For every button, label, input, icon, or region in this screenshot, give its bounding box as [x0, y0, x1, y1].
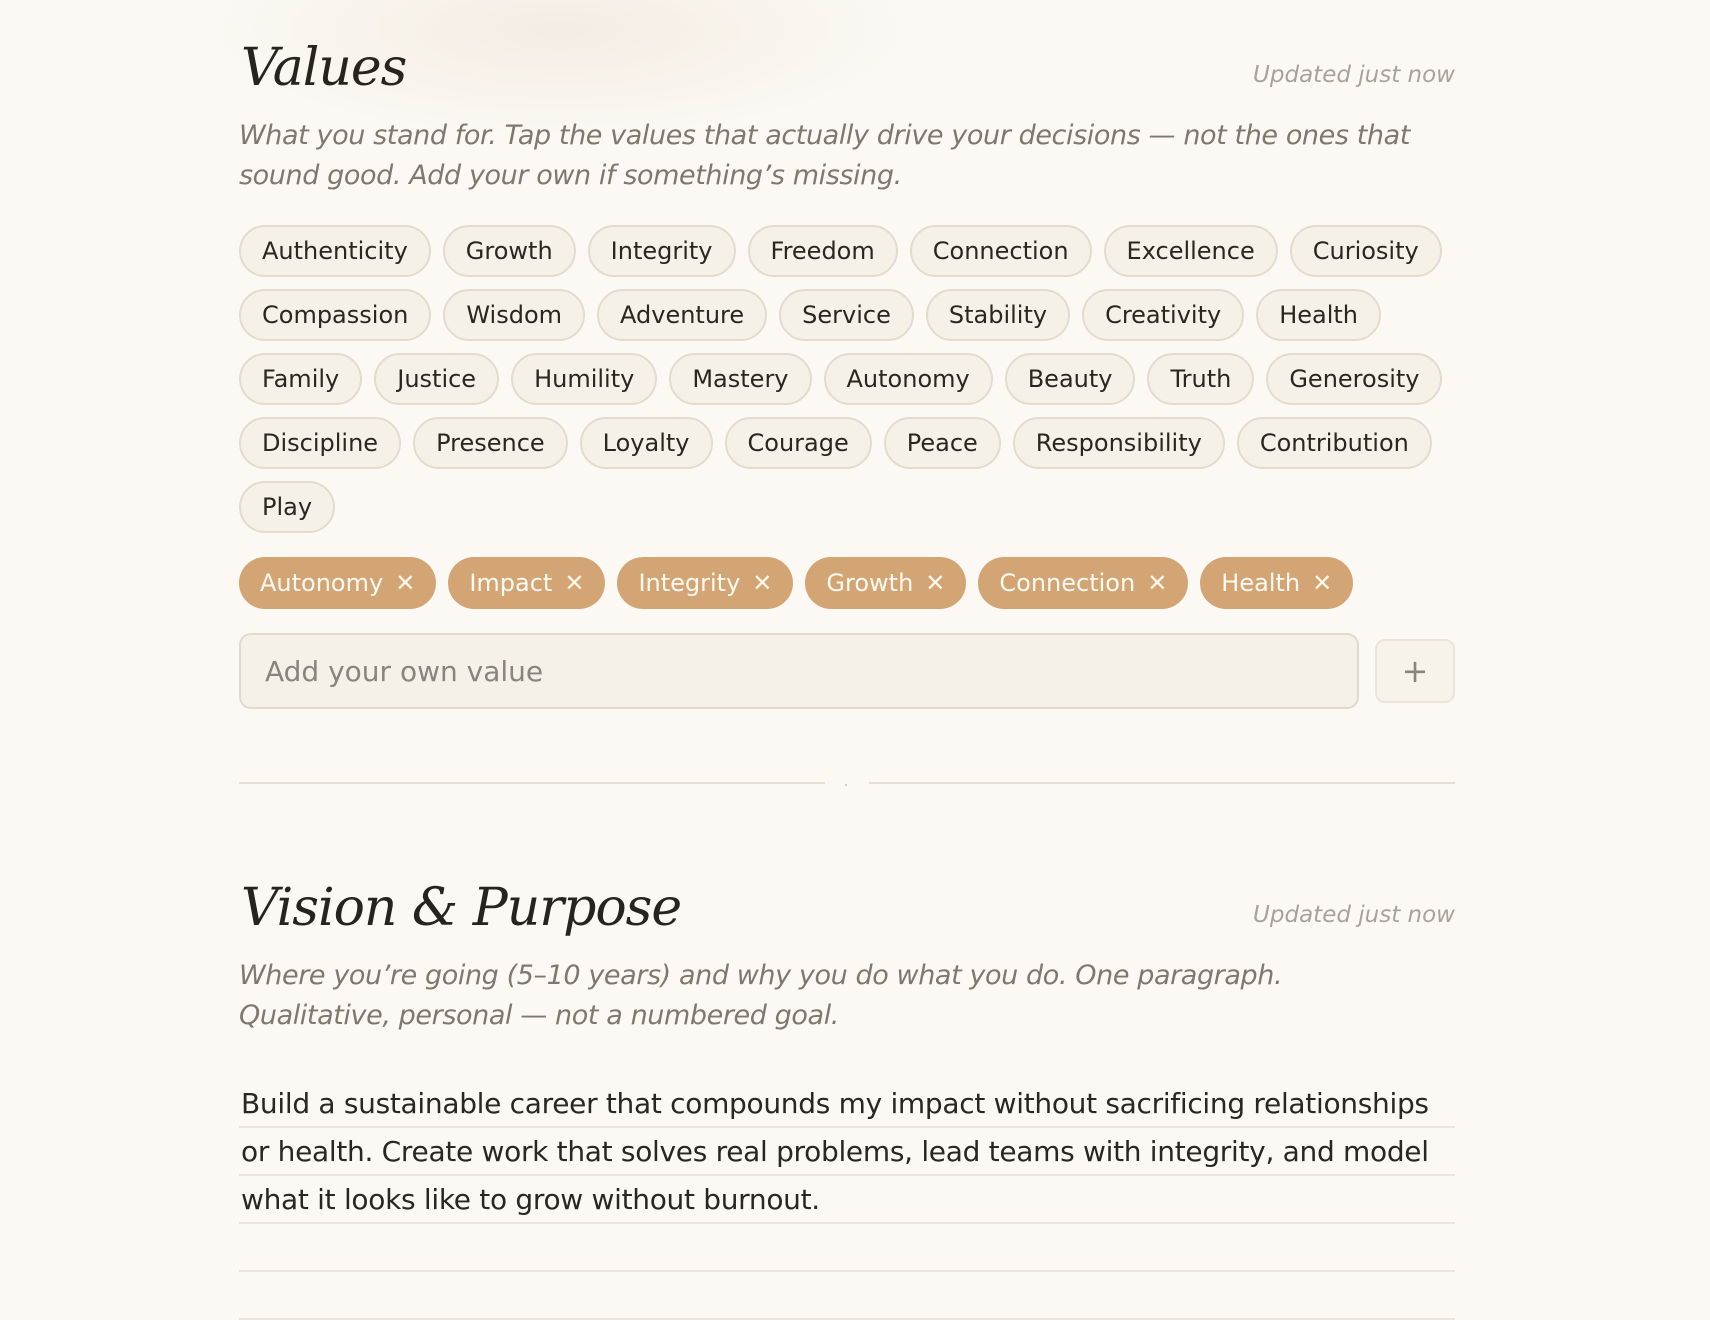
- selected-value-chip[interactable]: [617, 557, 793, 609]
- section-divider: [239, 782, 1455, 784]
- value-chip[interactable]: Adventure: [597, 289, 767, 341]
- remove-icon[interactable]: ✕: [752, 569, 773, 597]
- add-value-row: [239, 633, 1455, 709]
- value-chip[interactable]: Mastery: [669, 353, 811, 405]
- value-chip[interactable]: Generosity: [1266, 353, 1442, 405]
- value-chip[interactable]: Responsibility: [1013, 417, 1225, 469]
- value-chip[interactable]: Integrity: [588, 225, 736, 277]
- value-chip[interactable]: Beauty: [1005, 353, 1136, 405]
- value-chip[interactable]: Authenticity: [239, 225, 431, 277]
- selected-value-label: Autonomy: [260, 569, 384, 597]
- remove-icon[interactable]: ✕: [1147, 569, 1168, 597]
- values-section: [239, 0, 1455, 709]
- vision-title: Vision & Purpose: [241, 878, 682, 938]
- selected-value-chip[interactable]: [239, 557, 436, 609]
- selected-values-list: [239, 557, 1455, 609]
- add-value-button[interactable]: +: [1375, 639, 1455, 703]
- value-chip[interactable]: Wisdom: [443, 289, 585, 341]
- value-chip[interactable]: Service: [779, 289, 914, 341]
- values-title: Values: [241, 38, 407, 98]
- selected-value-chip[interactable]: [978, 557, 1188, 609]
- selected-value-chip[interactable]: [1200, 557, 1353, 609]
- selected-value-label: Health: [1221, 569, 1301, 597]
- value-chip[interactable]: Autonomy: [824, 353, 993, 405]
- value-chip[interactable]: Courage: [725, 417, 872, 469]
- vision-section: [239, 840, 1455, 1320]
- value-chip[interactable]: Contribution: [1237, 417, 1432, 469]
- remove-icon[interactable]: ✕: [925, 569, 946, 597]
- vision-header: [239, 840, 1455, 940]
- vision-textarea[interactable]: Build a sustainable career that compounds my impact without sacrificing relationships or health. Create work that solves real problems, lead teams with integrity, and model what it looks like to grow without burnout.: [239, 1080, 1455, 1224]
- value-chip[interactable]: Creativity: [1082, 289, 1244, 341]
- remove-icon[interactable]: ✕: [395, 569, 416, 597]
- value-chip[interactable]: Play: [239, 481, 335, 533]
- selected-value-label: Integrity: [638, 569, 741, 597]
- value-chip[interactable]: Discipline: [239, 417, 401, 469]
- values-updated-status: Updated just now: [1253, 62, 1455, 88]
- value-chip[interactable]: Peace: [884, 417, 1001, 469]
- value-chip[interactable]: Health: [1256, 289, 1381, 341]
- selected-value-chip[interactable]: [448, 557, 605, 609]
- value-options-list: [239, 225, 1459, 545]
- values-header: [239, 0, 1455, 100]
- vision-updated-status: Updated just now: [1253, 902, 1455, 928]
- vision-description: Where you’re going (5–10 years) and why you do what you do. One paragraph. Qualitative, personal — not a numbered goal.: [239, 960, 1283, 1031]
- value-chip[interactable]: Presence: [413, 417, 568, 469]
- main-content: [239, 0, 1455, 1320]
- values-description: What you stand for. Tap the values that actually drive your decisions — not the ones that sound good. Add your own if something’s missing.: [239, 120, 1410, 191]
- value-chip[interactable]: Excellence: [1104, 225, 1278, 277]
- value-chip[interactable]: Justice: [374, 353, 499, 405]
- value-chip[interactable]: Connection: [910, 225, 1092, 277]
- value-chip[interactable]: Humility: [511, 353, 657, 405]
- value-chip[interactable]: Compassion: [239, 289, 431, 341]
- value-chip[interactable]: Truth: [1147, 353, 1254, 405]
- value-chip[interactable]: Family: [239, 353, 362, 405]
- value-chip[interactable]: Curiosity: [1290, 225, 1442, 277]
- value-chip[interactable]: Growth: [443, 225, 576, 277]
- selected-value-label: Impact: [469, 569, 553, 597]
- vision-ruled-lines: [239, 1224, 1455, 1320]
- add-value-input[interactable]: [239, 633, 1359, 709]
- value-chip[interactable]: Freedom: [748, 225, 898, 277]
- value-chip[interactable]: Loyalty: [580, 417, 713, 469]
- remove-icon[interactable]: ✕: [1312, 569, 1333, 597]
- selected-value-chip[interactable]: [805, 557, 966, 609]
- selected-value-label: Growth: [826, 569, 914, 597]
- value-chip[interactable]: Stability: [926, 289, 1070, 341]
- selected-value-label: Connection: [999, 569, 1136, 597]
- remove-icon[interactable]: ✕: [564, 569, 585, 597]
